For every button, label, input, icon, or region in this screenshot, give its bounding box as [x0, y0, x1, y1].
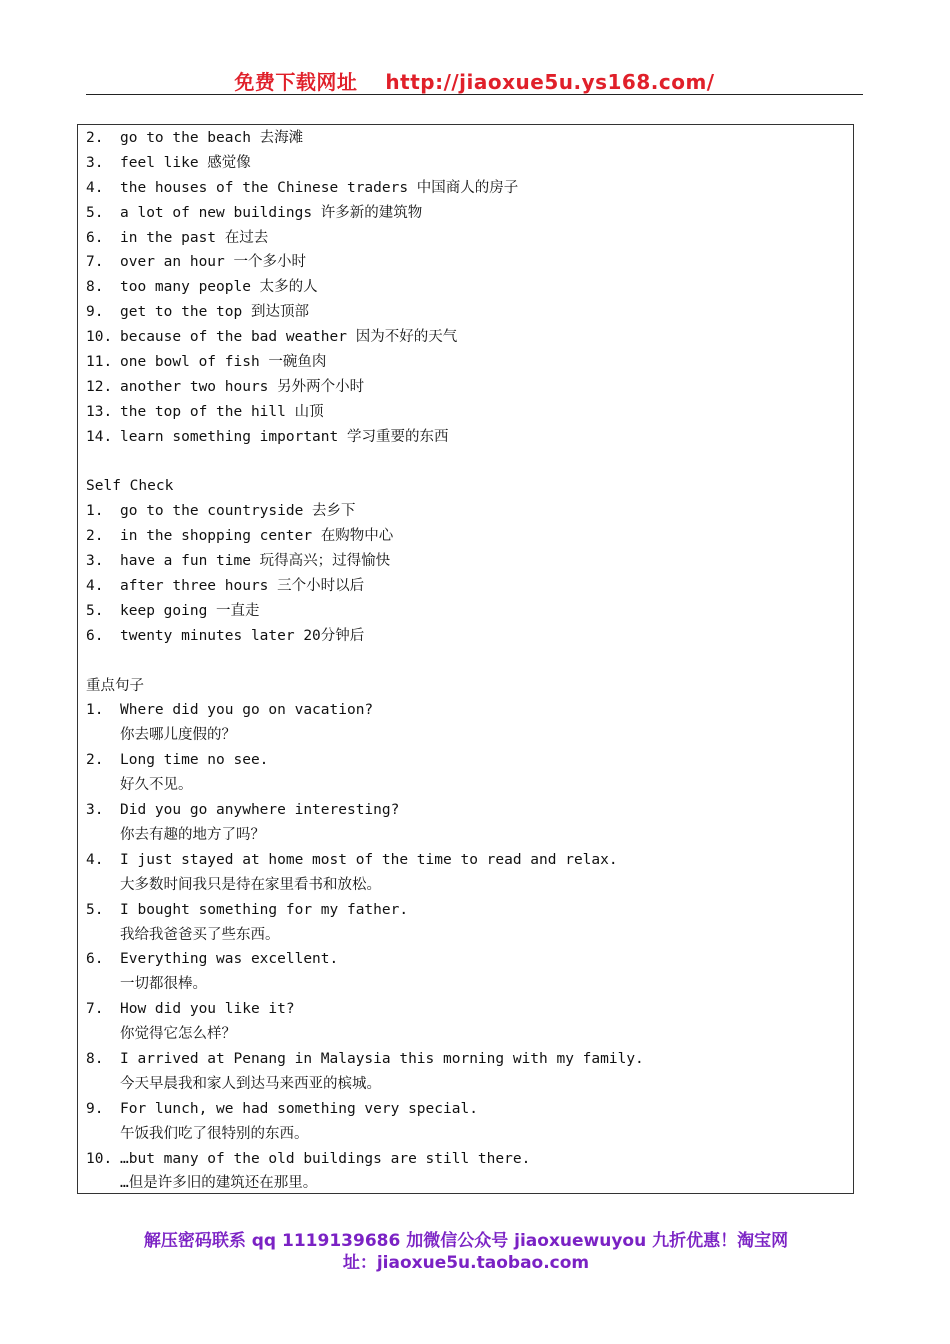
phrase-item: 4. the houses of the Chinese traders 中国商人的房子 — [86, 179, 519, 196]
sentence-en: 9. For lunch, we had something very special. — [86, 1100, 478, 1117]
list-item: 5. keep going 一直走 — [86, 602, 260, 619]
phrase-list — [86, 126, 846, 450]
document-body — [86, 126, 846, 1196]
footer-line-1: 解压密码联系 qq 1119139686 加微信公众号 jiaoxuewuyou 九折优惠！淘宝网 — [143, 1231, 789, 1251]
header-divider — [86, 94, 863, 95]
sentence-zh: 我给我爸爸买了些东西。 — [120, 926, 280, 943]
phrase-item: 12. another two hours 另外两个小时 — [86, 378, 365, 395]
sentence-zh: 今天早晨我和家人到达马来西亚的槟城。 — [120, 1075, 381, 1092]
sentence-en: 7. How did you like it? — [86, 1001, 295, 1018]
phrase-item: 10. because of the bad weather 因为不好的天气 — [86, 329, 458, 346]
phrase-item: 13. the top of the hill 山顶 — [86, 403, 324, 420]
section-heading: 重点句子 — [86, 677, 144, 694]
sentence-zh: 大多数时间我只是待在家里看书和放松。 — [120, 876, 381, 893]
sentence-en: 4. I just stayed at home most of the time to read and relax. — [86, 851, 618, 868]
sentence-zh: 你去有趣的地方了吗？ — [120, 826, 265, 843]
sentence-zh: 好久不见。 — [120, 777, 193, 794]
phrase-item: 3. feel like 感觉像 — [86, 154, 251, 171]
list-item: 1. go to the countryside 去乡下 — [86, 503, 356, 520]
sentence-en: 10. …but many of the old buildings are still there. — [86, 1150, 531, 1167]
header-title: 免费下载网址 — [234, 70, 358, 94]
sentence-en: 5. I bought something for my father. — [86, 901, 409, 918]
phrase-item: 11. one bowl of fish 一碗鱼肉 — [86, 354, 327, 371]
header-url-link[interactable]: http://jiaoxue5u.ys168.com/ — [385, 70, 715, 94]
sentence-zh: 一切都很棒。 — [120, 976, 207, 993]
phrase-item: 5. a lot of new buildings 许多新的建筑物 — [86, 204, 423, 221]
page-header — [86, 66, 863, 95]
sentence-en: 6. Everything was excellent. — [86, 951, 339, 968]
key-sentences-section — [86, 674, 846, 1197]
sentence-zh: 午饭我们吃了很特别的东西。 — [120, 1125, 309, 1142]
phrase-item: 6. in the past 在过去 — [86, 229, 269, 246]
phrase-item: 14. learn something important 学习重要的东西 — [86, 428, 449, 445]
phrase-item: 2. go to the beach 去海滩 — [86, 130, 304, 146]
sentence-en: 1. Where did you go on vacation? — [86, 702, 374, 719]
sentence-en: 2. Long time no see. — [86, 752, 269, 769]
spacer — [86, 649, 846, 674]
sentence-zh: …但是许多旧的建筑还在那里。 — [120, 1175, 318, 1192]
section-heading: Self Check — [86, 478, 174, 495]
sentence-zh: 你去哪儿度假的？ — [120, 727, 236, 744]
page-footer — [86, 1230, 846, 1274]
list-item: 3. have a fun time 玩得高兴；过得愉快 — [86, 553, 391, 570]
sentence-en: 3. Did you go anywhere interesting? — [86, 802, 400, 819]
self-check-section — [86, 474, 846, 648]
list-item: 6. twenty minutes later 20分钟后 — [86, 627, 365, 644]
spacer — [86, 450, 846, 475]
phrase-item: 9. get to the top 到达顶部 — [86, 304, 309, 321]
sentence-zh: 你觉得它怎么样？ — [120, 1026, 236, 1043]
list-item: 2. in the shopping center 在购物中心 — [86, 528, 394, 545]
footer-line-2[interactable]: 址：jiaoxue5u.taobao.com — [342, 1253, 590, 1273]
phrase-item: 7. over an hour 一个多小时 — [86, 254, 306, 271]
list-item: 4. after three hours 三个小时以后 — [86, 578, 365, 595]
phrase-item: 8. too many people 太多的人 — [86, 279, 318, 296]
sentence-en: 8. I arrived at Penang in Malaysia this morning with my family. — [86, 1050, 644, 1067]
